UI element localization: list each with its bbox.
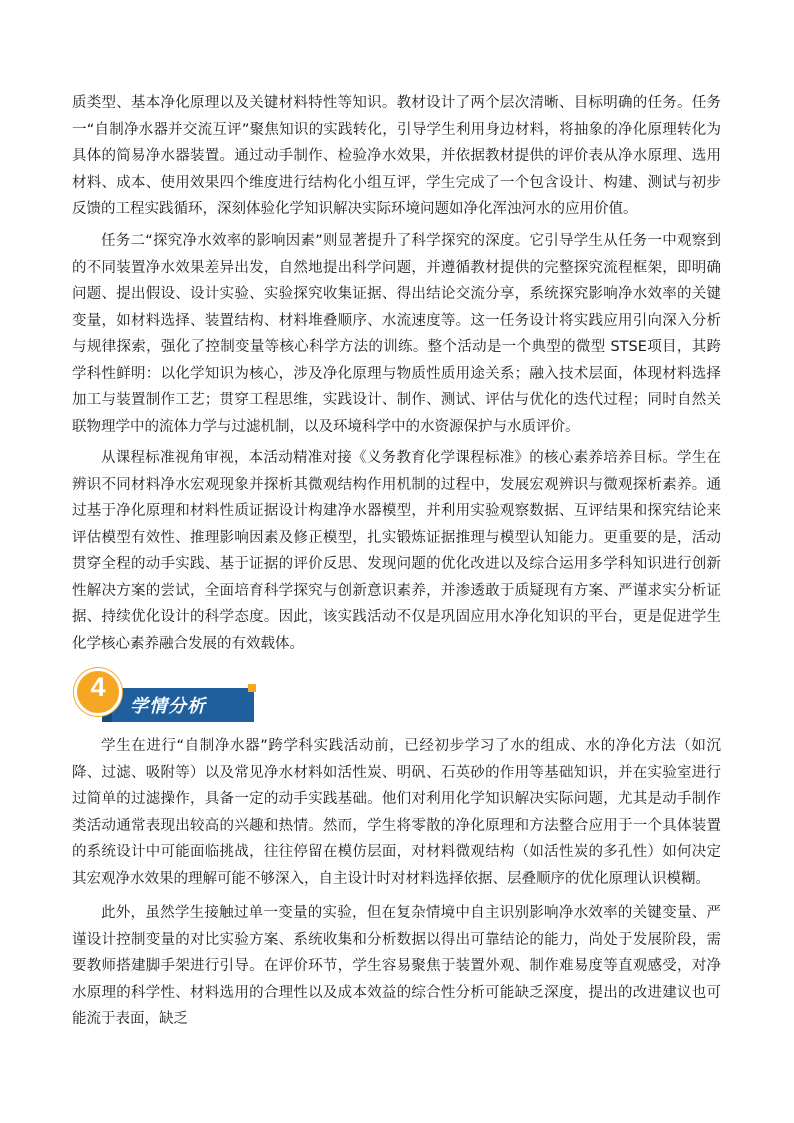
- paragraph-student-abilities: 此外，虽然学生接触过单一变量的实验，但在复杂情境中自主识别影响净水效率的关键变量、严谨设计控制变量的对比实验方案、系统收集和分析数据以得出可靠结论的能力，尚处于发展阶段，需要教师搭建脚手架进行引导。在评价环节，学生容易聚焦于装置外观、制作难易度等直观感受，对净水原理的科学性、材料选用的合理性以及成本效益的综合性分析可能缺乏深度，提出的改进建议也可能流于表面，缺乏: [72, 905, 721, 1027]
- paragraph-curriculum-standard: 从课程标准视角审视，本活动精准对接《义务教育化学课程标准》的核心素养培养目标。学生在辨识不同材料净水宏观现象并探析其微观结构作用机制的过程中，发展宏观辨识与微观探析素养。通过基于净化原理和材料性质证据设计构建净水器模型，并利用实验观察数据、互评结果和探究结论来评估模型有效性、推理影响因素及修正模型，扎实锻炼证据推理与模型认知能力。更重要的是，活动贯穿全程的动手实践、基于证据的评价反思、发现问题的优化改进以及综合运用多学科知识进行创新性解决方案的尝试，全面培育科学探究与创新意识素养，并渗透敢于质疑现有方案、严谨求实分析证据、持续优化设计的科学态度。因此，该实践活动不仅是巩固应用水净化知识的平台，更是促进学生化学核心素养融合发展的有效载体。: [72, 450, 721, 652]
- section-title: 学情分析: [130, 696, 206, 717]
- section-header: [74, 664, 264, 724]
- section-corner-square: [248, 684, 256, 692]
- paragraph-student-background: 学生在进行“自制净水器”跨学科实践活动前，已经初步学习了水的组成、水的净化方法（如沉降、过滤、吸附等）以及常见净水材料如活性炭、明矾、石英砂的作用等基础知识，并在实验室进行过简单的过滤操作，具备一定的动手实践基础。他们对利用化学知识解决实际问题，尤其是动手制作类活动通常表现出较高的兴趣和热情。然而，学生将零散的净化原理和方法整合应用于一个具体装置的系统设计中可能面临挑战，往往停留在模仿层面，对材料微观结构（如活性炭的多孔性）如何决定其宏观净水效果的理解可能不够深入，自主设计时对材料选择依据、层叠顺序的优化原理认识模糊。: [72, 738, 721, 887]
- section-number: 4: [90, 672, 106, 702]
- paragraph-task-one: 质类型、基本净化原理以及关键材料特性等知识。教材设计了两个层次清晰、目标明确的任务。任务一“自制净水器并交流互评”聚焦知识的实践转化，引导学生利用身边材料，将抽象的净化原理转化为具体的简易净水器装置。通过动手制作、检验净水效果，并依据教材提供的评价表从净水原理、选用材料、成本、使用效果四个维度进行结构化小组互评，学生完成了一个包含设计、构建、测试与初步反馈的工程实践循环，深刻体验化学知识解决实际环境问题如净化浑浊河水的应用价值。: [72, 95, 721, 217]
- paragraph-task-two: 任务二“探究净水效率的影响因素”则显著提升了科学探究的深度。它引导学生从任务一中观察到的不同装置净水效果差异出发，自然地提出科学问题，并遵循教材提供的完整探究流程框架，即明确问题、提出假设、设计实验、实验探究收集证据、得出结论交流分享，系统探究影响净水效率的关键变量，如材料选择、装置结构、材料堆叠顺序、水流速度等。这一任务设计将实践应用引向深入分析与规律探索，强化了控制变量等核心科学方法的训练。整个活动是一个典型的微型 STSE项目，其跨学科性鲜明：以化学知识为核心，涉及净化原理与物质性质用途关系；融入技术层面，体现材料选择加工与装置制作工艺；贯穿工程思维，实践设计、制作、测试、评估与优化的迭代过程；同时自然关联物理学中的流体力学与过滤机制，以及环境科学中的水资源保护与水质评价。: [72, 233, 721, 435]
